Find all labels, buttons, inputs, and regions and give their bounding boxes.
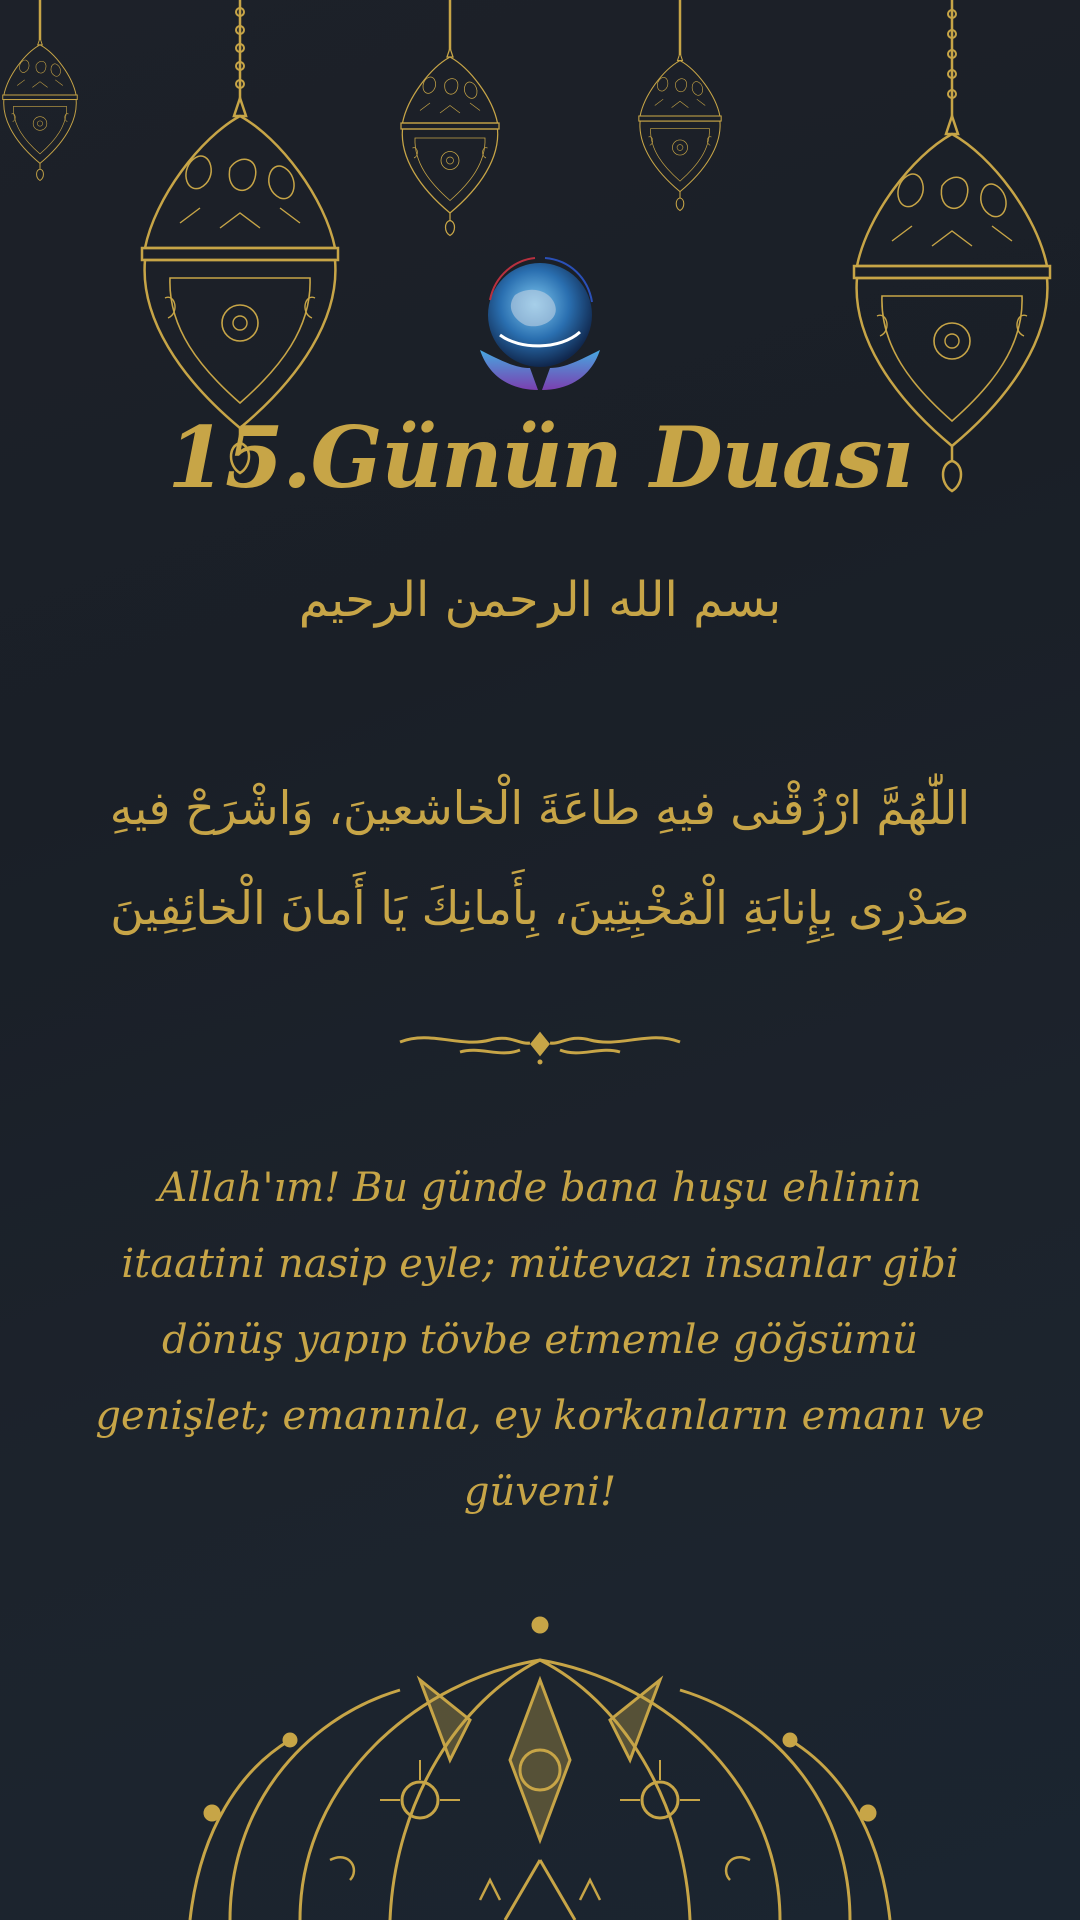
page-title: 15.Günün Duası	[167, 408, 913, 507]
globe-hands-icon	[460, 240, 620, 410]
ornamental-divider	[400, 1034, 680, 1065]
basmala-text: بسم الله الرحمن الرحيم	[298, 572, 782, 628]
lantern-center-right	[639, 0, 721, 211]
ehlibeyt-medya-logo	[460, 240, 620, 410]
lantern-left-small	[3, 0, 77, 181]
mandala-decoration	[190, 1618, 890, 1920]
arabic-prayer-text: اللّٰهُمَّ ارْزُقْنی فیهِ طاعَةَ الْخاشعینَ، وَاشْرَحْ فیهِ صَدْرِی بِإِنابَةِ الْمُخْبِتِینَ، بِأَمانِكَ یَا أَمانَ الْخائِفِینَ	[109, 781, 971, 935]
turkish-prayer-text: Allah'ım! Bu günde bana huşu ehlinin itaatini nasip eyle; mütevazı insanlar gibi dönüş yapıp tövbe etmemle göğsümü genişlet; emanınla, ey korkanların emanı ve güveni!	[95, 1165, 985, 1515]
lantern-center-left	[401, 0, 499, 236]
lantern-left-large	[142, 0, 338, 473]
